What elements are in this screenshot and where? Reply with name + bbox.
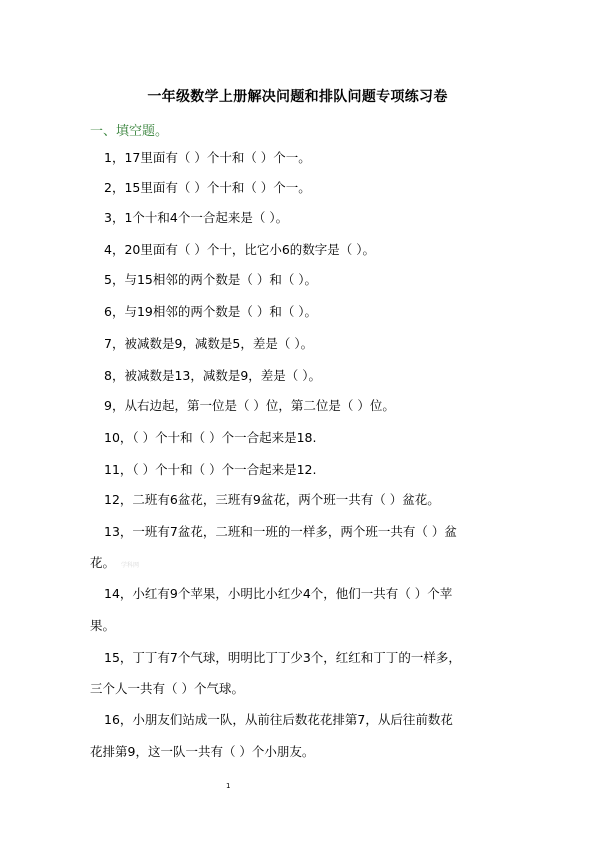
question-1: 1，17里面有（ ）个十和（ ）个一。 [104,150,311,165]
question-2: 2，15里面有（ ）个十和（ ）个一。 [104,180,311,195]
question-7: 7，被减数是9，减数是5，差是（ ）。 [104,336,314,351]
question-14-line1: 14，小红有9个苹果，小明比小红少4个，他们一共有（ ）个苹 [104,586,453,601]
question-3: 3，1个十和4个一合起来是（ ）。 [104,210,289,225]
question-14-line2: 果。 [90,618,116,633]
question-11: 11，（ ）个十和（ ）个一合起来是12. [104,462,317,477]
question-16-line1: 16，小朋友们站成一队，从前往后数花花排第7，从后往前数花 [104,712,453,727]
question-9: 9，从右边起，第一位是（ ）位，第二位是（ ）位。 [104,398,395,413]
question-13-continuation: 花。 [90,555,116,570]
question-13-line1: 13，一班有7盆花，二班和一班的一样多，两个班一共有（ ）盆 [104,524,457,539]
question-15-line1: 15，丁丁有7个气球，明明比丁丁少3个，红红和丁丁的一样多， [104,650,461,665]
question-13-line2 [90,553,510,576]
page-number: 1 [226,782,231,790]
question-5: 5，与15相邻的两个数是（ ）和（ ）。 [104,272,318,287]
question-8: 8，被减数是13，减数是9，差是（ ）。 [104,368,322,383]
question-16-line2: 花排第9，这一队一共有（ ）个小朋友。 [90,744,315,759]
question-15-line2: 三个人一共有（ ）个气球。 [90,681,244,696]
watermark-text: 学科网 [121,562,140,569]
question-12: 12，二班有6盆花，三班有9盆花，两个班一共有（ ）盆花。 [104,492,440,507]
section-heading: 一、填空题。 [90,124,169,139]
question-6: 6，与19相邻的两个数是（ ）和（ ）。 [104,304,318,319]
question-4: 4，20里面有（ ）个十，比它小6的数字是（ ）。 [104,242,376,257]
question-10: 10，（ ）个十和（ ）个一合起来是18. [104,430,317,445]
document-title: 一年级数学上册解决问题和排队问题专项练习卷 [147,89,448,105]
